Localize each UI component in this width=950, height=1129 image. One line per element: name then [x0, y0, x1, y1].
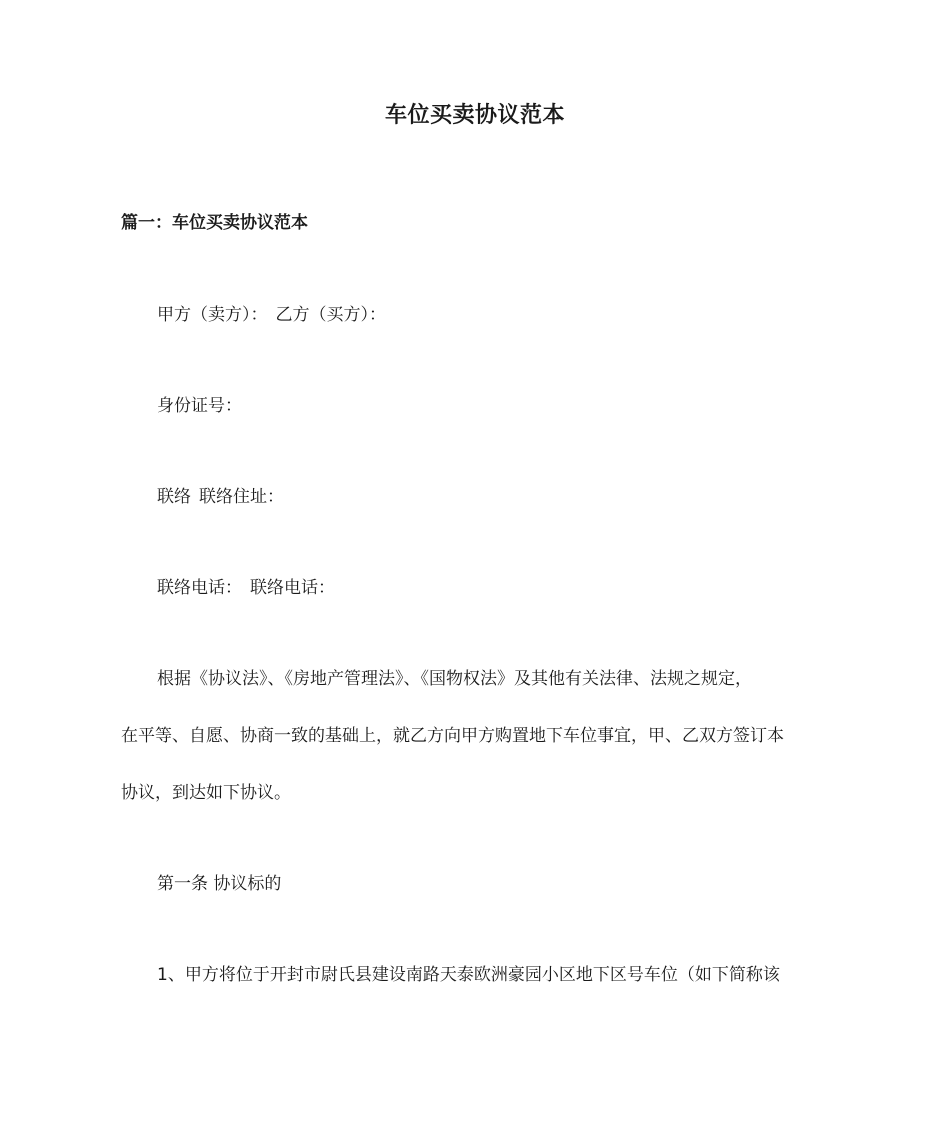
article-1-clause-1: 1、甲方将位于开封市尉氏县建设南路天泰欧洲豪园小区地下区号车位（如下简称该 [157, 965, 780, 985]
preamble-line-2: 在平等、自愿、协商一致的基础上，就乙方向甲方购置地下车位事宜，甲、乙双方签订本 [121, 726, 784, 746]
parties-line [157, 300, 386, 325]
contact-label: 联络 [157, 487, 191, 507]
preamble-line-1: 根据《协议法》、《房地产管理法》、《国物权法》及其他有关法律、法规之规定， [157, 669, 752, 689]
contact-address-label: 联络住址： [199, 487, 284, 507]
phone-line [157, 573, 335, 598]
section-heading: 篇一：车位买卖协议范本 [121, 213, 308, 233]
preamble-line-3: 协议，到达如下协议。 [121, 783, 291, 803]
phone-b-label: 联络电话： [250, 578, 335, 598]
id-number-label: 身份证号： [157, 396, 242, 416]
article-1-heading: 第一条 协议标的 [157, 874, 282, 894]
phone-a-label: 联络电话： [157, 578, 242, 598]
document-title: 车位买卖协议范本 [384, 103, 565, 128]
party-a-label: 甲方（卖方）： [157, 305, 268, 325]
contact-line [157, 482, 284, 507]
party-b-label: 乙方（买方）： [275, 305, 386, 325]
